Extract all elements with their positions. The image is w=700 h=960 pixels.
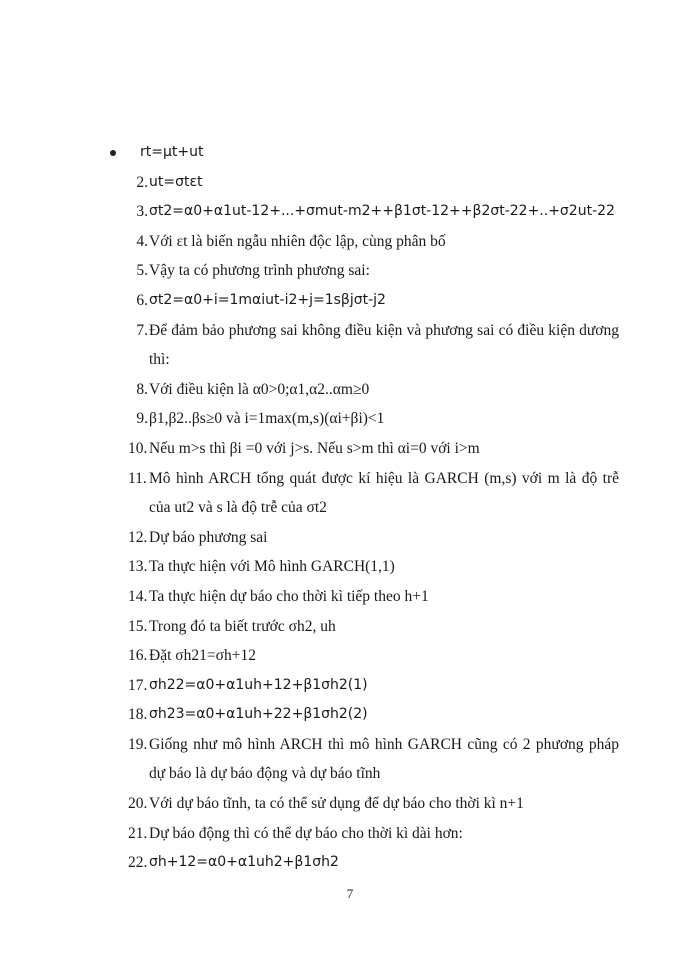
list-item-text: Nếu m>s thì βi =0 với j>s. Nếu s>m thì αi=0 với i>m [149,439,480,457]
list-item [0,316,700,375]
numbered-list [0,138,700,878]
list-item [0,848,700,878]
list-item [0,168,700,198]
list-item-number: 18. [128,706,148,724]
list-item-number: 2. [136,173,148,191]
list-item-number: 13. [128,558,148,576]
page-number: 7 [346,886,354,901]
list-item [0,434,700,464]
list-item-text: Với dự báo tĩnh, ta có thể sử dụng để dự báo cho thời kì n+1 [149,795,524,813]
list-item-number: 3. [136,203,148,221]
list-item-text: σt2=α0+i=1mαiut-i2+j=1sβjσt-j2 [149,291,386,308]
list-item-text: Giống như mô hình ARCH thì mô hình GARCH cũng có 2 phương pháp dự báo là dự báo động và dự báo tĩnh [149,735,619,783]
list-item-number: 22. [128,854,148,872]
list-item-number: 20. [128,795,148,813]
list-item [0,375,700,405]
list-item-text: σt2=α0+α1ut-12+...+σmut-m2++β1σt-12++β2σt-22+..+σ2ut-22 [149,203,615,220]
list-item-number: 15. [128,617,148,635]
list-item-text: Ta thực hiện dự báo cho thời kì tiếp theo h+1 [149,587,429,605]
list-item-number: 4. [136,232,148,250]
list-item-text: Mô hình ARCH tổng quát được kí hiệu là GARCH (m,s) với m là độ trễ của ut2 và s là độ trễ của σt2 [149,469,619,517]
list-item-number: 10. [128,439,148,457]
list-item-number: 16. [128,647,148,665]
list-item [0,256,700,286]
list-item-number: 17. [128,676,148,694]
list-item [0,612,700,642]
list-item-number: 14. [128,587,148,605]
list-item [0,227,700,257]
list-item-text: β1,β2..βs≥0 và i=1max⁡(m,s)(αi+βi)<1 [149,410,385,428]
list-item [0,789,700,819]
list-item-text: Với εt là biến ngẫu nhiên độc lập, cùng phân bố [149,232,446,250]
list-item-number: 5. [136,262,148,280]
list-item-number: 8. [136,380,148,398]
list-item [0,730,700,789]
list-item-text: Dự báo động thì có thể dự báo cho thời kì dài hơn: [149,824,463,842]
list-item-text: Để đảm bảo phương sai không điều kiện và phương sai có điều kiện dương thì: [149,321,619,369]
list-item [0,138,700,168]
list-item-text: σh22=α0+α1uh+12+β1σh2(1) [149,676,368,693]
bullet-icon [110,150,116,156]
list-item-number: 11. [128,469,147,487]
list-item-text: Trong đó ta biết trước σh2, uh [149,617,336,635]
list-item [0,671,700,701]
list-item [0,404,700,434]
list-item-text: Ta thực hiện với Mô hình GARCH(1,1) [149,558,395,576]
list-item-text: Với điều kiện là α0>0;α1,α2..αm≥0 [149,380,370,398]
list-item [0,523,700,553]
list-item-number: 12. [128,528,148,546]
list-item-text: σh+12=α0+α1uh2+β1σh2 [149,854,339,871]
list-item-number: 7. [136,321,148,339]
list-item-number: 9. [136,410,148,428]
list-item [0,819,700,849]
list-item [0,641,700,671]
list-item-text: Dự báo phương sai [149,528,268,546]
list-item-text: σh23=α0+α1uh+22+β1σh2(2) [149,706,368,723]
list-item-text: ut=σtεt [149,173,203,190]
list-item [0,197,700,227]
list-item [0,464,700,523]
list-item-number: 19. [128,735,148,753]
list-item [0,552,700,582]
list-item-number: 6. [136,291,148,309]
list-item-text: Đặt σh21=σh+12 [149,647,256,665]
list-item [0,286,700,316]
list-item-text: Vậy ta có phương trình phương sai: [149,262,370,280]
list-item-text: rt=μt+ut [140,144,204,160]
list-item [0,582,700,612]
list-item-number: 21. [128,824,148,842]
list-item [0,700,700,730]
